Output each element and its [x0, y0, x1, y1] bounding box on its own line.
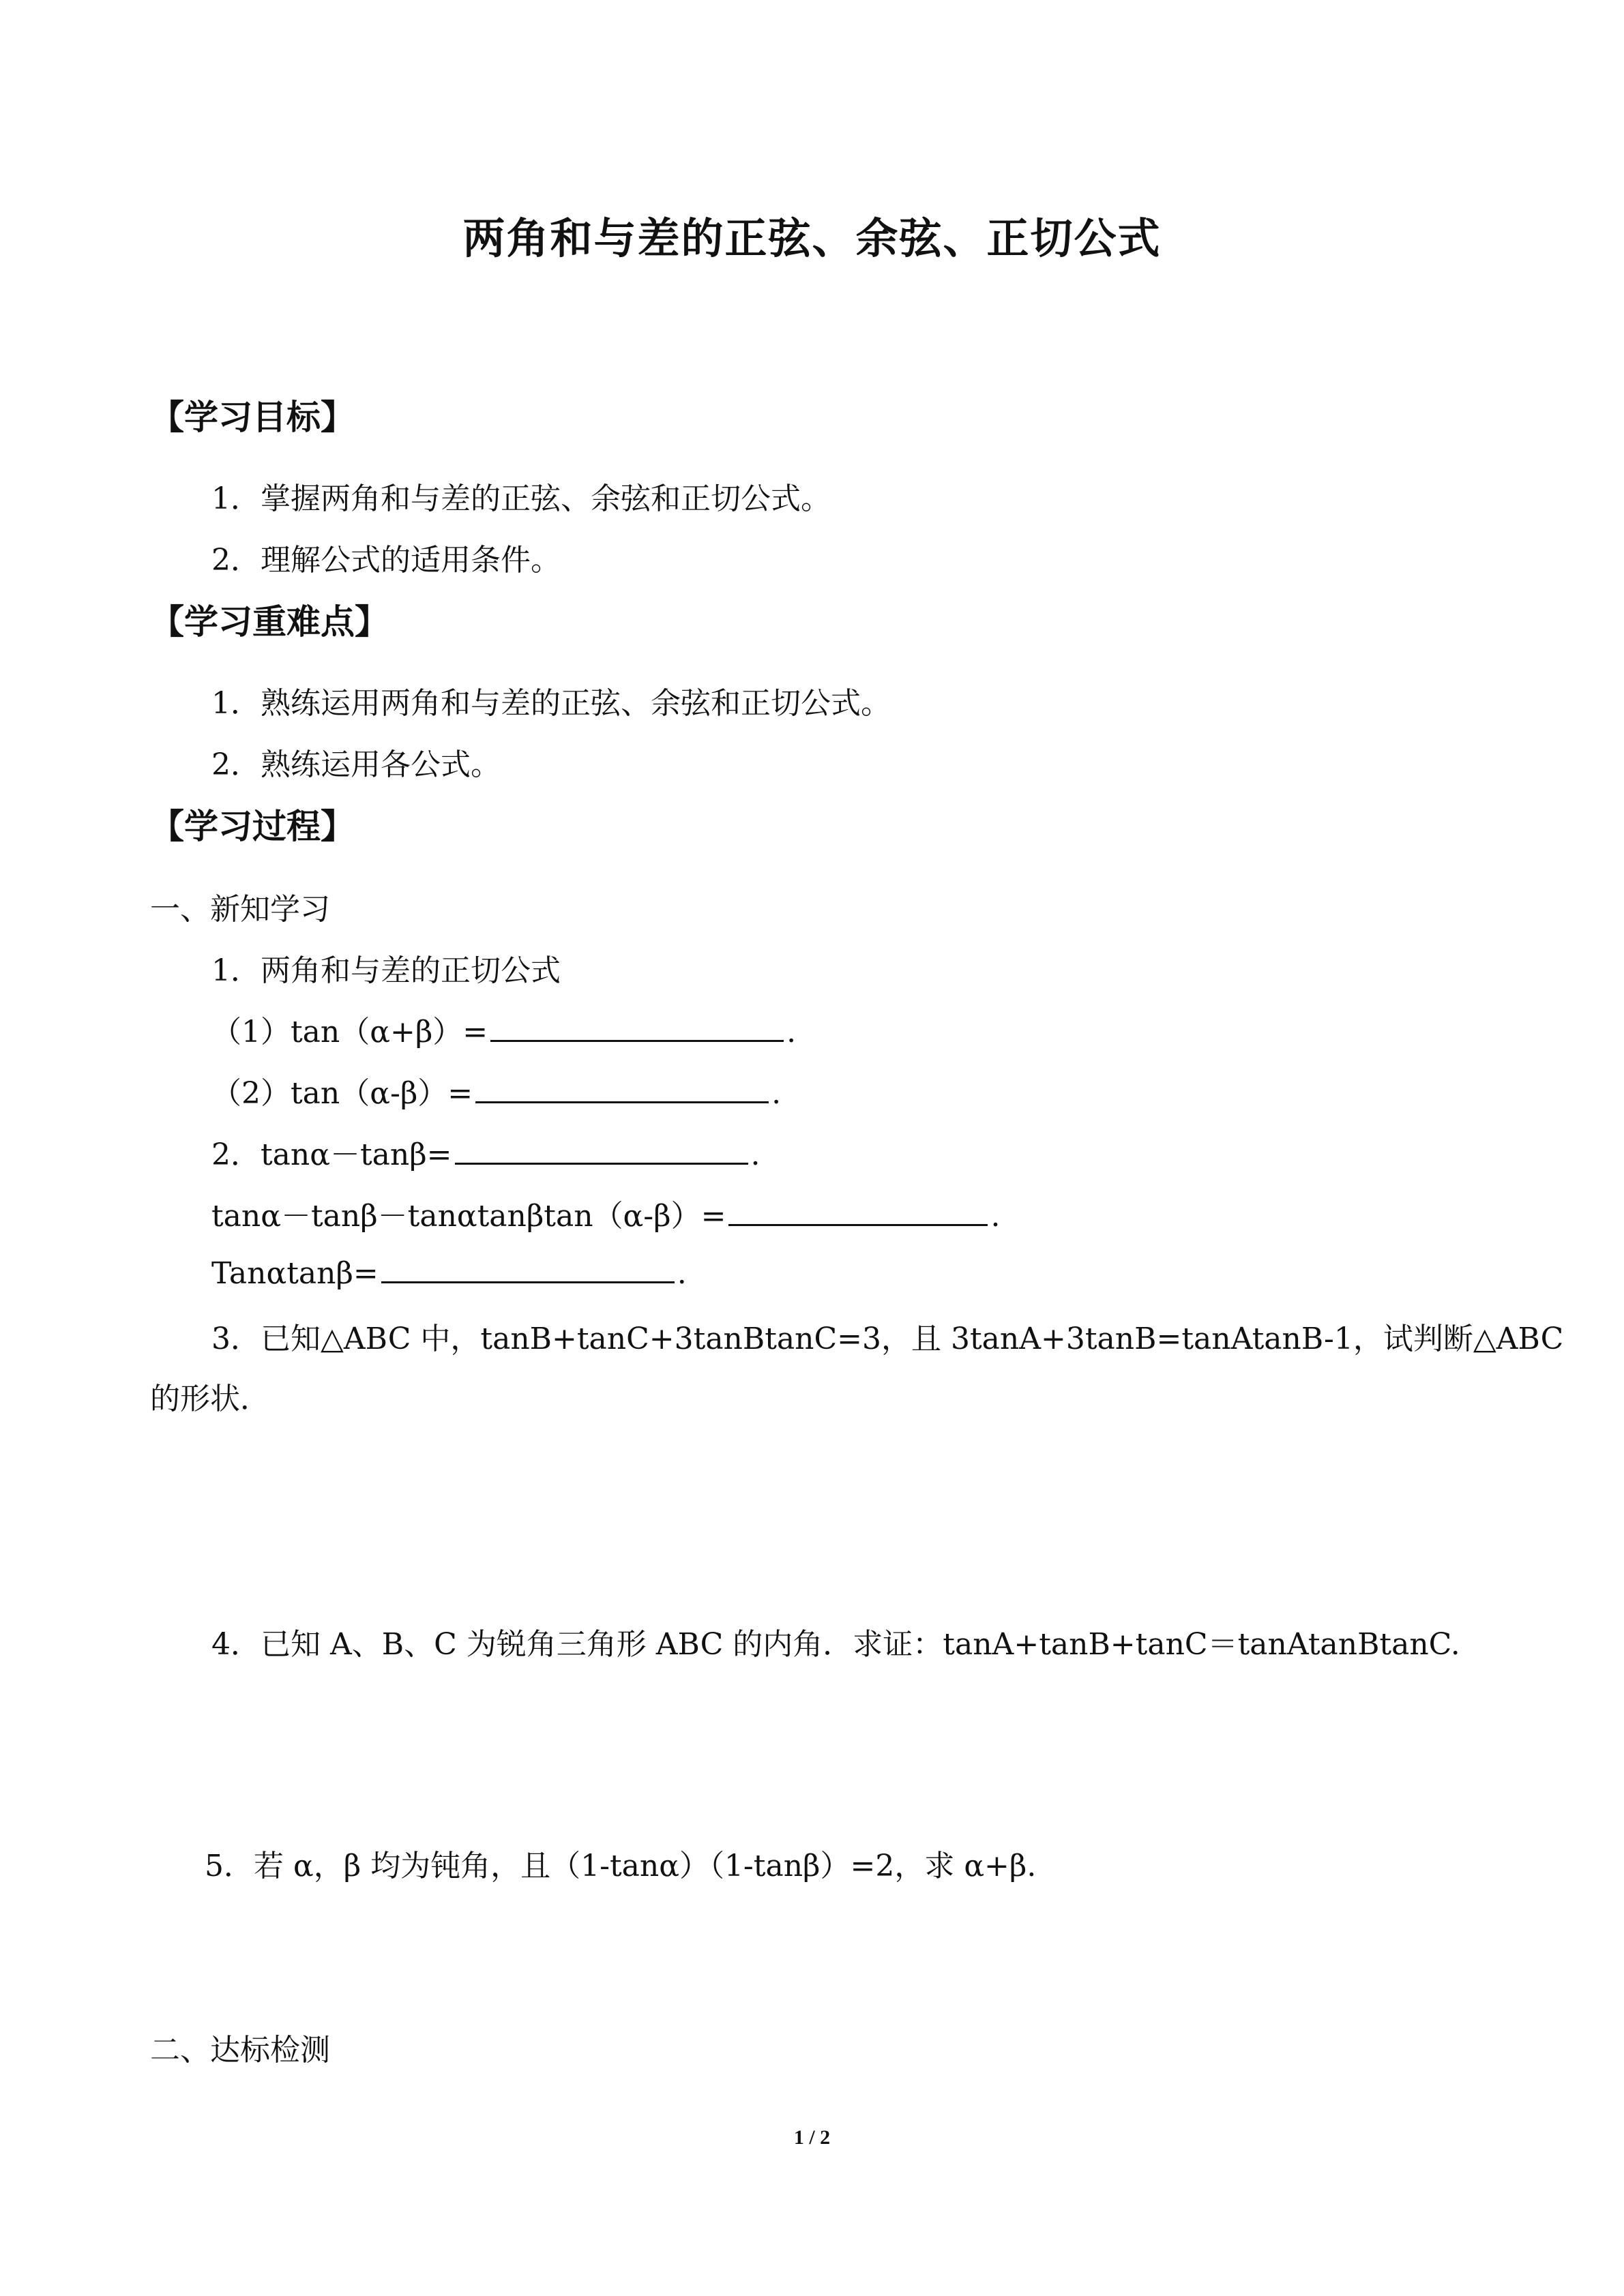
question-2b-prefix: tanα－tanβ－tanαtanβtan（α-β）= [211, 1199, 726, 1234]
question-2-prefix: 2．tanα－tanβ= [211, 1137, 452, 1172]
key-point-item-1: 1．熟练运用两角和与差的正弦、余弦和正切公式。 [211, 686, 891, 721]
period: . [786, 1015, 797, 1049]
question-3-line1: 3．已知△ABC 中，tanB+tanC+3tanBtanC=3，且 3tanA+3tanB=tanAtanB-1，试判断△ABC [211, 1322, 1564, 1356]
question-1a [211, 1007, 796, 1051]
question-2c-prefix: Tanαtanβ= [211, 1256, 379, 1291]
question-1a-prefix: （1）tan（α+β）= [211, 1015, 488, 1049]
question-2b [211, 1191, 1000, 1235]
goal-item-1: 1．掌握两角和与差的正弦、余弦和正切公式。 [211, 481, 831, 516]
answer-blank[interactable] [728, 1195, 988, 1226]
period: . [677, 1256, 687, 1291]
question-1b [211, 1069, 781, 1112]
question-3-line2: 的形状． [150, 1382, 270, 1416]
process-heading: 【学习过程】 [150, 807, 355, 846]
answer-blank[interactable] [455, 1134, 748, 1165]
answer-blank[interactable] [490, 1011, 784, 1042]
question-2 [211, 1130, 761, 1174]
key-point-item-2: 2．熟练运用各公式。 [211, 747, 501, 782]
question-2c [211, 1253, 687, 1291]
key-points-heading: 【学习重难点】 [150, 602, 389, 642]
part1-title: 一、新知学习 [150, 892, 330, 927]
question-1-title: 1．两角和与差的正切公式 [211, 953, 561, 988]
page-number: 1 / 2 [793, 2126, 831, 2149]
period: . [771, 1076, 782, 1111]
question-1b-prefix: （2）tan（α-β）= [211, 1076, 473, 1111]
question-4: 4．已知 A、B、C 为锐角三角形 ABC 的内角．求证：tanA+tanB+tanC＝tanAtanBtanC. [211, 1627, 1460, 1662]
goal-item-2: 2．理解公式的适用条件。 [211, 543, 561, 578]
part2-title: 二、达标检测 [150, 2033, 330, 2068]
period: . [750, 1137, 761, 1172]
period: . [990, 1199, 1001, 1234]
answer-blank[interactable] [475, 1073, 769, 1103]
answer-blank[interactable] [381, 1253, 675, 1283]
goals-heading: 【学习目标】 [150, 398, 355, 437]
question-5: 5．若 α，β 均为钝角，且（1-tanα）（1-tanβ）=2，求 α+β. [205, 1849, 1037, 1883]
page-title: 两角和与差的正弦、余弦、正切公式 [462, 213, 1162, 263]
